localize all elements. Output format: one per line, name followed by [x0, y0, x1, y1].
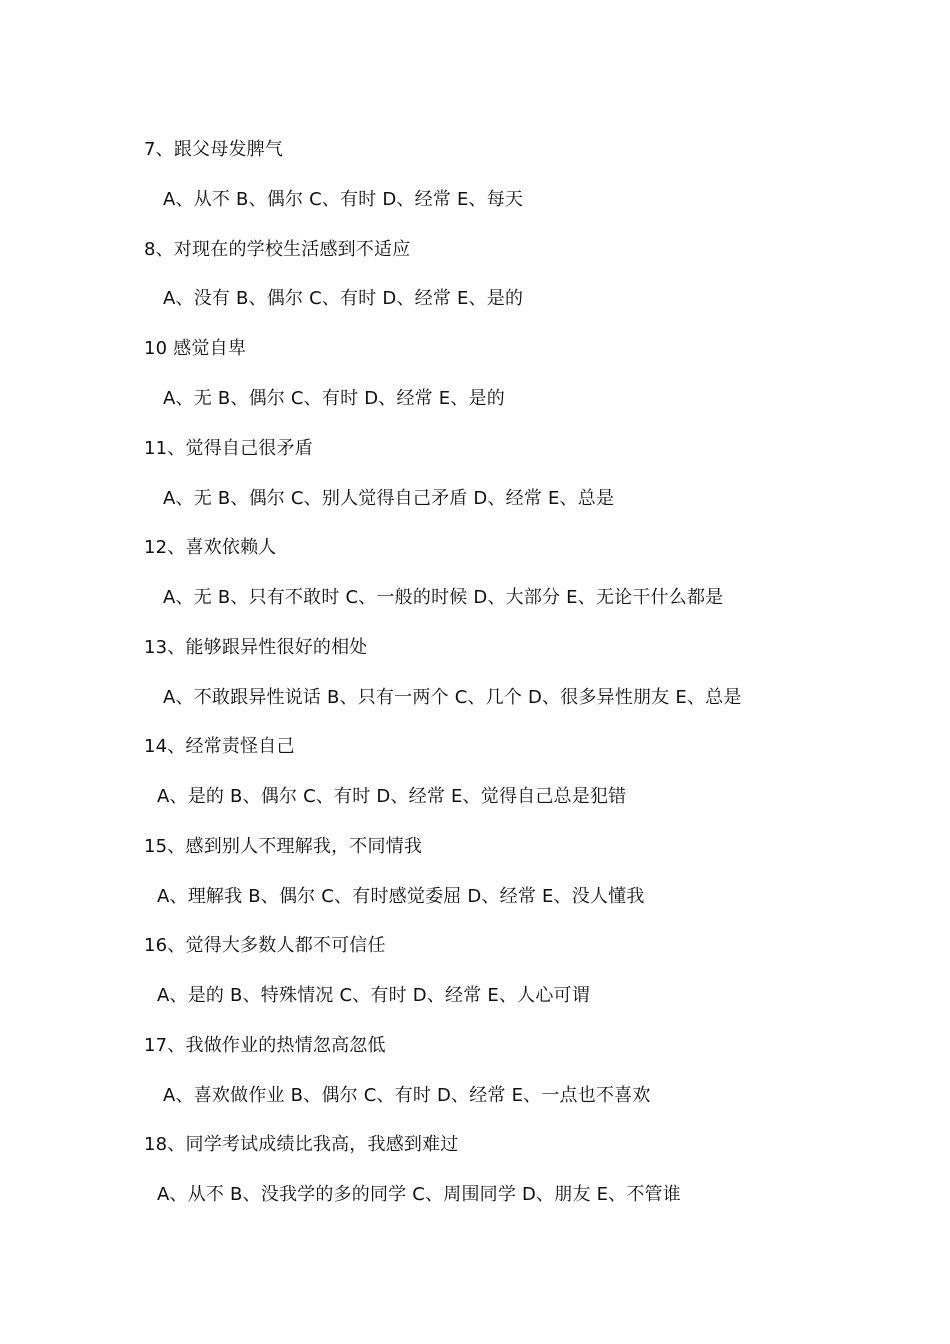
question-14: 14、经常责怪自己	[144, 736, 295, 757]
options-14: A、是的 B、偶尔 C、有时 D、经常 E、觉得自己总是犯错	[157, 786, 627, 807]
options-16: A、是的 B、特殊情况 C、有时 D、经常 E、人心可谓	[157, 985, 590, 1006]
question-7: 7、跟父母发脾气	[144, 139, 284, 160]
options-18: A、从不 B、没我学的多的同学 C、周围同学 D、朋友 E、不管谁	[157, 1184, 681, 1205]
options-8: A、没有 B、偶尔 C、有时 D、经常 E、是的	[163, 288, 524, 309]
question-11: 11、觉得自己很矛盾	[144, 438, 313, 459]
options-11: A、无 B、偶尔 C、别人觉得自己矛盾 D、经常 E、总是	[163, 488, 615, 509]
question-10: 10 感觉自卑	[144, 338, 247, 359]
options-13: A、不敢跟异性说话 B、只有一两个 C、几个 D、很多异性朋友 E、总是	[163, 687, 742, 708]
question-15: 15、感到别人不理解我，不同情我	[144, 836, 423, 857]
options-15: A、理解我 B、偶尔 C、有时感觉委屈 D、经常 E、没人懂我	[157, 886, 645, 907]
question-12: 12、喜欢依赖人	[144, 537, 277, 558]
question-8: 8、对现在的学校生活感到不适应	[144, 239, 411, 260]
options-10: A、无 B、偶尔 C、有时 D、经常 E、是的	[163, 388, 505, 409]
question-16: 16、觉得大多数人都不可信任	[144, 935, 386, 956]
options-17: A、喜欢做作业 B、偶尔 C、有时 D、经常 E、一点也不喜欢	[163, 1085, 651, 1106]
options-7: A、从不 B、偶尔 C、有时 D、经常 E、每天	[163, 189, 524, 210]
question-13: 13、能够跟异性很好的相处	[144, 637, 368, 658]
question-17: 17、我做作业的热情忽高忽低	[144, 1035, 386, 1056]
question-18: 18、同学考试成绩比我高，我感到难过	[144, 1134, 459, 1155]
options-12: A、无 B、只有不敢时 C、一般的时候 D、大部分 E、无论干什么都是	[163, 587, 724, 608]
